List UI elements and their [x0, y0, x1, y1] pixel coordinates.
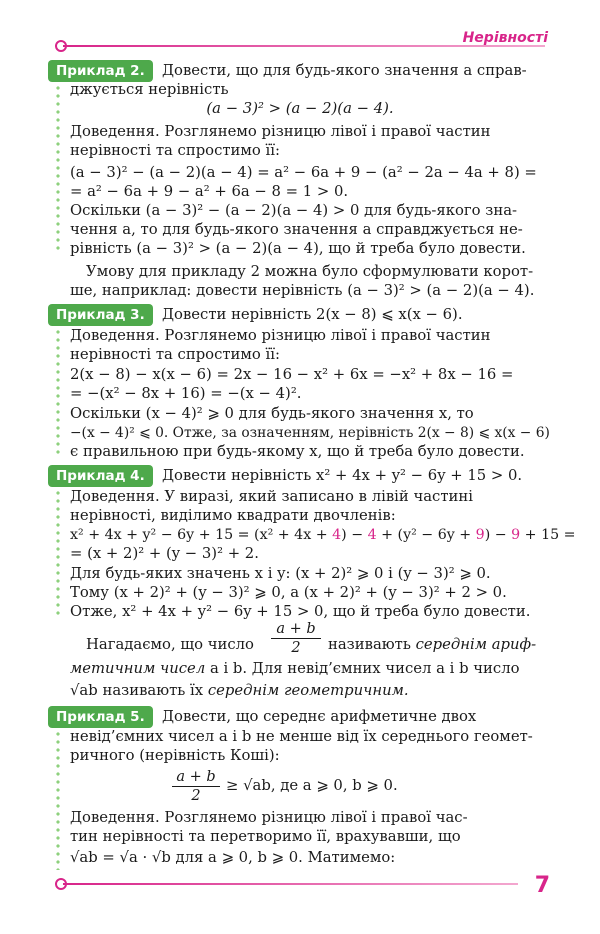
- example-5-line: Доведення. Розглянемо різницю лівої і правої час-: [70, 809, 468, 826]
- example-5-line: тин нерівності та перетворимо її, врахувавши, що: [70, 828, 461, 845]
- example-5-dotted-rule: [56, 730, 60, 870]
- example-5-badge: Приклад 5.: [48, 706, 153, 728]
- example-3-dotted-rule: [56, 328, 60, 454]
- means-line-3: називають їх: [102, 682, 204, 699]
- example-3-line: 2(x − 8) − x(x − 6) = 2x − 16 − x² + 6x = −x² + 8x − 16 =: [70, 366, 514, 383]
- fraction-numerator: a + b: [172, 768, 220, 787]
- means-line-2: a і b. Для невід’ємних чисел a і b число: [209, 660, 520, 677]
- fraction-denominator: 2: [291, 640, 301, 656]
- example-5-line: √ab = √a · √b для a ⩾ 0, b ⩾ 0. Матимемо:: [70, 849, 396, 866]
- eq-part: + 15 =: [520, 527, 576, 543]
- eq-highlight: 9: [511, 527, 521, 543]
- example-5-line: невід’ємних чисел a і b не менше від їх середнього геомет-: [70, 728, 533, 745]
- example-2-line: = a² − 6a + 9 − a² + 6a − 8 = 1 > 0.: [70, 183, 349, 200]
- example-2-line: нерівності та спростимо її:: [70, 142, 280, 159]
- example-3-line: Доведення. Розглянемо різницю лівої і правої частин: [70, 327, 491, 344]
- example-3-line: Довести нерівність 2(x − 8) ⩽ x(x − 6).: [162, 306, 463, 323]
- eq-part: + (y² − 6y +: [376, 527, 476, 543]
- example-3-line: Оскільки (x − 4)² ⩾ 0 для будь-якого значення x, то: [70, 405, 474, 422]
- remark-line: ше, наприклад: довести нерівність (a − 3)² > (a − 2)(a − 4).: [70, 282, 535, 299]
- example-5-line: ричного (нерівність Коші):: [70, 747, 280, 764]
- example-4-line: = (x + 2)² + (y − 3)² + 2.: [70, 545, 259, 562]
- example-2-line: рівність (a − 3)² > (a − 2)(a − 4), що й треба було довести.: [70, 240, 526, 257]
- remark-line: Умову для прикладу 2 можна було сформулювати корот-: [86, 263, 534, 280]
- cauchy-inequality: ≥ √ab, де a ⩾ 0, b ⩾ 0.: [226, 777, 398, 794]
- cauchy-fraction: [172, 768, 220, 805]
- example-3-line: −(x − 4)² ⩽ 0. Отже, за означенням, нерівність 2(x − 8) ⩽ x(x − 6): [70, 425, 550, 441]
- means-line: [70, 659, 520, 679]
- example-2-line: чення a, то для будь-якого значення a справджується не-: [70, 221, 523, 238]
- example-3-badge: Приклад 3.: [48, 304, 153, 326]
- means-sqrt: √ab: [70, 682, 98, 699]
- example-2-line: Доведення. Розглянемо різницю лівої і правої частин: [70, 123, 491, 140]
- example-4-equation: [70, 525, 576, 545]
- example-2-badge: Приклад 2.: [48, 60, 153, 82]
- fraction-denominator: 2: [191, 788, 201, 804]
- example-4-line: Тому (x + 2)² + (y − 3)² ⩾ 0, а (x + 2)² + (y − 3)² + 2 > 0.: [70, 584, 507, 601]
- example-4-line: Доведення. У виразі, який записано в лівій частині: [70, 488, 473, 505]
- example-4-badge: Приклад 4.: [48, 465, 153, 487]
- means-term-geom: середнім геометричним.: [207, 682, 409, 699]
- means-term-arith: середнім ариф-: [415, 636, 537, 653]
- eq-highlight: 4: [332, 527, 342, 543]
- eq-part: ) −: [341, 527, 368, 543]
- fraction-numerator: a + b: [271, 620, 321, 639]
- example-2-line: джується нерівність: [70, 81, 229, 98]
- example-4-line: нерівності, виділимо квадрати двочленів:: [70, 507, 396, 524]
- eq-part: ) −: [484, 527, 512, 543]
- example-3-line: нерівності та спростимо її:: [70, 346, 280, 363]
- example-2-formula: (a − 3)² > (a − 2)(a − 4).: [206, 100, 394, 117]
- means-line: [328, 635, 536, 655]
- means-called: називають: [328, 636, 411, 653]
- eq-highlight: 4: [367, 527, 377, 543]
- example-4-line: Отже, x² + 4x + y² − 6y + 15 > 0, що й треба було довести.: [70, 603, 531, 620]
- example-4-line: Довести нерівність x² + 4x + y² − 6y + 15 > 0.: [162, 467, 523, 484]
- section-title: Нерівності: [462, 30, 548, 46]
- means-intro: Нагадаємо, що число: [86, 636, 254, 653]
- eq-highlight: 9: [475, 527, 485, 543]
- example-4-line: Для будь-яких значень x і y: (x + 2)² ⩾ 0 і (y − 3)² ⩾ 0.: [70, 565, 491, 582]
- eq-part: x² + 4x + y² − 6y + 15 = (x² + 4x +: [70, 527, 333, 543]
- means-term-arith-cont: метичним чисел: [70, 660, 206, 677]
- page-number: 7: [534, 873, 550, 898]
- means-line: [86, 635, 254, 655]
- example-3-line: = −(x² − 8x + 16) = −(x − 4)².: [70, 385, 302, 402]
- example-2-line: Довести, що для будь-якого значення a справ-: [162, 62, 527, 79]
- example-2-line: (a − 3)² − (a − 2)(a − 4) = a² − 6a + 9 − (a² − 2a − 4a + 8) =: [70, 164, 537, 181]
- example-4-dotted-rule: [56, 489, 60, 615]
- example-2-line: Оскільки (a − 3)² − (a − 2)(a − 4) > 0 для будь-якого зна-: [70, 202, 518, 219]
- means-fraction: [271, 620, 321, 657]
- means-line: [70, 681, 409, 701]
- example-5-line: Довести, що середнє арифметичне двох: [162, 708, 477, 725]
- example-3-line: є правильною при будь-якому x, що й треба було довести.: [70, 443, 525, 460]
- footer-rule: [63, 883, 518, 885]
